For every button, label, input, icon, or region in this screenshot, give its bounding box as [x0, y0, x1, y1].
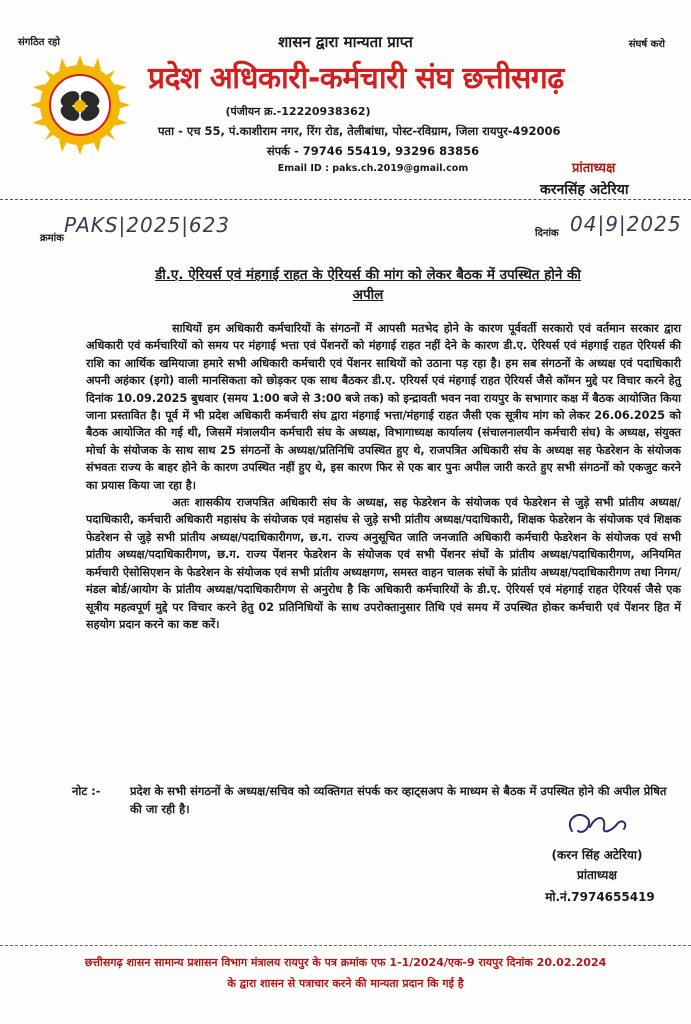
hands-circle-emblem-icon — [30, 55, 130, 155]
president-title: प्रांताध्यक्ष — [572, 161, 616, 176]
subject-line-2: अपील — [352, 287, 384, 303]
footer-line-2: के द्वारा शासन से पत्राचार करने की मान्यता प्रदान कि गई है — [227, 977, 464, 990]
organization-name: प्रदेश अधिकारी-कर्मचारी संघ छत्तीसगढ़ — [148, 61, 564, 96]
motto-left: संगठित रहो — [18, 37, 60, 48]
subject-heading — [108, 265, 628, 305]
address: पता - एच 55, पं.काशीराम नगर, रिंग रोड, तेलीबांधा, पोस्ट-रविग्राम, जिला रायपुर-492006 — [158, 124, 561, 138]
signatory-name: (करन सिंह अटेरिया) — [551, 848, 643, 862]
motto-right: संघर्ष करो — [628, 39, 665, 50]
email-address: Email ID : paks.ch.2019@gmail.com — [277, 163, 469, 174]
letter-body — [86, 320, 681, 633]
note-text: प्रदेश के सभी संगठनों के अध्यक्ष/सचिव को व्यक्तिगत संपर्क कर व्हाट्सअप के माध्यम से बैठक में उपस्थित होने की अपील प्रेषित की जा रही है। — [130, 784, 667, 816]
recognition-text: शासन द्वारा मान्यता प्राप्त — [278, 33, 413, 51]
signatory-phone: मो.नं.7974655419 — [545, 890, 655, 904]
body-paragraph-2: अतः शासकीय राजपत्रित अधिकारी संघ के अध्यक्ष, सह फेडरेशन के संयोजक एवं फेडरेशन से जुड़े सभी प्रांतीय अध्यक्ष/पदाधिकारी, कर्मचारी अधिकारी महासंघ के संयोजक एवं महासंघ से जुड़े सभी प्रांतीय अध्यक्ष/पदाधिकारी, शिक्षक फेडरेशन के संयोजक एवं शिक्षक फेडरेशन से जुड़े सभी प्रांतीय अध्यक्ष/पदाधिकारीगण, छ.ग. राज्य अनुसूचित जाति जनजाति अधिकारी कर्मचारी फेडरेशन के संयोजक एवं सभी प्रांतीय अध्यक्ष/पदाधिकारीगण, छ.ग. राज्य पेंशनर फेडरेशन के संयोजक एवं सभी पेंशनर संघों के प्रांतीय अध्यक्ष/पदाधिकारीगण, अनियमित कर्मचारी ऐसोसिएशन के फेडरेशन के संयोजक एवं सभी प्रांतीय अध्यक्षगण, समस्त वाहन चालक संघों के प्रांतीय अध्यक्ष/पदाधिकारीगण तथा निगम/मंडल बोर्ड/आयोग के प्रांतीय अध्यक्ष/पदाधिकारीगण से अनुरोध है कि अधिकारी कर्मचारियों के डी.ए. ऐरियर्स एवं मंहगाई राहत ऐरियर्स जैसे एक सूत्रीय महत्वपूर्ण मुद्दे पर विचार करने हेतु 02 प्रतिनिधियों के साथ उपरोक्तानुसार तिथि एवं समय में उपस्थित होकर कर्मचारी एवं पेंशनर हित में सहयोग प्रदान करने का कष्ट करें। — [86, 496, 681, 631]
signatory-title: प्रांताध्यक्ष — [577, 868, 617, 882]
header-divider — [0, 199, 691, 200]
subject-line-1: डी.ए. ऐरियर्स एवं मंहगाई राहत के ऐरियर्स की मांग को लेकर बैठक में उपस्थित होने की — [155, 267, 581, 283]
registration-number: (पंजीयन क्र.-12220938362) — [225, 105, 371, 118]
footer-line-1: छत्तीसगढ़ शासन सामान्य प्रशासन विभाग मंत्रालय रायपुर के पत्र क्रमांक एफ 1-1/2024/एक-9 रायपुर दिनांक 20.02.2024 — [84, 956, 607, 969]
body-paragraph-1: साथियों हम अधिकारी कर्मचारियों के संगठनों में आपसी मतभेद होने के कारण पूर्ववर्ती सरकारो एवं वर्तमान सरकार द्वारा अधिकारी एवं कर्मचारियों को समय पर मंहगाई भत्ता एवं पेंशनरों को मंहगाई राहत नहीं देने के कारण डी.ए. ऐरियर्स एवं मंहगाई राहत ऐरियर्स की राशि का आर्थिक खमियाजा हमारे सभी अधिकारी कर्मचारी एवं पेंशनर साथियों को उठाना पड़ रहा है। हम सब संगठनों के अध्यक्ष एवं पदाधिकारी अपनी अहंकार (इगो) वाली मानसिकता को छोड़कर एक साथ बैठकर डी.ए. एरियर्स एवं मंहगाई राहत ऐरियर्स जैसे कॉमन मुद्दे पर विचार करने हेतु दिनांक 10.09.2025 बुधवार (समय 1:00 बजे से 3:00 बजे तक) को इन्द्रावती भवन नवा रायपुर के सभागार कक्ष में बैठक आयोजित किया जाना प्रस्तावित है। पूर्व में भी प्रदेश अधिकारी कर्मचारी संघ द्वारा मंहगाई भत्ता/मंहगाई राहत जैसी एक सूत्रीय मांग को लेकर 26.06.2025 को बैठक आयोजित की गई थी, जिसमें मंत्रालयीन कर्मचारी संघ के अध्यक्ष, विभागाध्यक्ष कार्यालय (संचालनालयीन कर्मचारी संघ) के अध्यक्ष, संयुक्त मोर्चा के संयोजक के साथ साथ 25 संगठनों के अध्यक्ष/प्रतिनिधि उपस्थित हुए थे, राजपत्रित अधिकारी संघ के अध्यक्ष सह फेडरेशन के संयोजक संभवतः राज्य के बाहर होने के कारण उपस्थित नहीं हुए थे, इस कारण फिर से एक बार पुनः अपील जारी करते हुए सभी संगठनों को एकजुट करने का प्रयास किया जा रहा है। — [86, 322, 681, 492]
reference-label: क्रमांक — [40, 233, 64, 244]
president-name: करनसिंह अटेरिया — [540, 182, 629, 198]
handwritten-signature — [562, 805, 632, 845]
date-label: दिनांक — [535, 228, 559, 239]
contact-numbers: संपर्क - 79746 55419, 93296 83856 — [266, 144, 480, 158]
note-label: नोट :- — [72, 784, 101, 798]
footer-divider — [0, 945, 691, 946]
letter-date: 04|9|2025 — [570, 212, 682, 236]
reference-number: PAKS|2025|623 — [64, 213, 231, 237]
